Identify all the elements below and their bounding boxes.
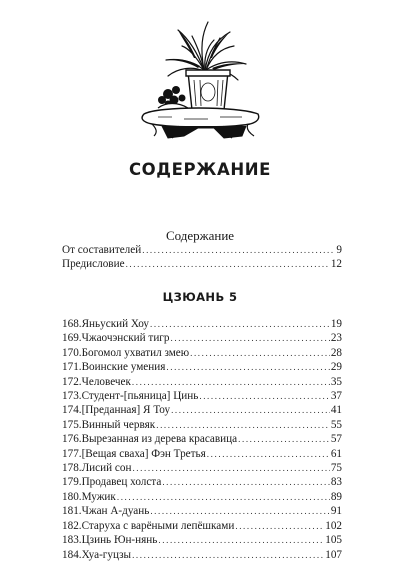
toc-entry-label: Человечек	[81, 375, 131, 388]
toc-entry-page: 37	[330, 390, 342, 403]
toc-entry[interactable]	[62, 504, 342, 518]
toc-entry-page: 12	[330, 258, 342, 271]
toc-entry-label: Яньуский Хоу	[81, 318, 150, 330]
toc-entry[interactable]	[62, 490, 342, 504]
toc-entry[interactable]	[62, 375, 342, 389]
toc-entry-page: 61	[330, 447, 342, 460]
page-title: СОДЕРЖАНИЕ	[128, 160, 272, 179]
toc-entry[interactable]	[62, 447, 342, 461]
leader-dots	[158, 533, 324, 547]
toc-entry[interactable]	[62, 548, 342, 562]
toc-entry-page: 57	[330, 433, 342, 446]
toc-entry-label: Лисий сон	[81, 462, 132, 475]
toc-entry[interactable]	[62, 346, 342, 360]
leader-dots	[156, 418, 330, 432]
toc-entry-number: 170.	[62, 346, 82, 359]
toc-entry-page: 9	[336, 244, 342, 256]
toc-entry-label: Богомол ухватил змею	[81, 346, 190, 359]
leader-dots	[132, 548, 324, 562]
toc-entry-label: От составителей	[62, 244, 142, 256]
toc-entry-page: 19	[330, 318, 342, 330]
leader-dots	[142, 243, 335, 257]
toc-entry[interactable]	[62, 519, 342, 533]
toc-entry-number: 184.	[62, 548, 82, 561]
toc-entry-number: 173.	[62, 390, 82, 403]
toc-entry[interactable]	[62, 360, 342, 374]
toc-entry-number: 178.	[62, 462, 82, 475]
toc-entry-label: Мужик	[81, 490, 116, 503]
leader-dots	[207, 447, 330, 461]
toc-entry-number: 168.	[62, 318, 82, 330]
toc-entry-page: 41	[330, 404, 342, 417]
toc-entry-page: 28	[330, 346, 342, 359]
toc-entry-page: 55	[330, 418, 342, 431]
toc-entry-page: 83	[330, 476, 342, 489]
toc-entry-page: 89	[330, 490, 342, 503]
toc-entry[interactable]	[62, 475, 342, 489]
leader-dots	[150, 504, 329, 518]
toc-entry-page: 107	[325, 548, 342, 561]
toc-entry-number: 181.	[62, 505, 82, 518]
leader-dots	[132, 375, 330, 389]
toc-entry-label: Вырезанная из дерева красавица	[81, 433, 238, 446]
leader-dots	[150, 317, 330, 331]
toc-entry-label: Продавец холста	[81, 476, 162, 489]
toc-entry[interactable]	[62, 243, 342, 257]
section-heading: ЦЗЮАНЬ 5	[162, 290, 238, 304]
toc-entry-number: 183.	[62, 534, 82, 547]
toc-entry-label: [Вещая сваха] Фэн Третья	[81, 447, 206, 460]
leader-dots	[190, 346, 330, 360]
toc-entry-label: Чжаочэнский тигр	[81, 332, 170, 345]
leader-dots	[235, 519, 324, 533]
toc-entry-label: Цзинь Юн-нянь	[81, 534, 158, 547]
toc-list	[62, 317, 342, 562]
toc-entry-label: Студент-[пьяница] Цинь	[81, 390, 199, 403]
toc-entry-label: Старуха с варёными лепёшками	[81, 519, 235, 532]
toc-entry-page: 75	[330, 462, 342, 475]
toc-entry[interactable]	[62, 257, 342, 271]
toc-entry-number: 169.	[62, 332, 82, 345]
toc-entry-label: [Преданная] Я Тоу	[81, 404, 171, 417]
front-matter-list	[62, 243, 342, 272]
toc-entry-number: 174.	[62, 404, 82, 417]
toc-entry-label: Предисловие	[62, 258, 125, 271]
toc-entry-number: 172.	[62, 375, 82, 388]
toc-entry-number: 176.	[62, 433, 82, 446]
leader-dots	[171, 331, 330, 345]
toc-entry-number: 175.	[62, 418, 82, 431]
toc-entry-page: 29	[330, 361, 342, 374]
potted-plant-illustration	[138, 18, 264, 140]
toc-entry-number: 177.	[62, 447, 82, 460]
toc-entry-page: 35	[330, 375, 342, 388]
toc-entry-label: Хуа-гуцзы	[81, 548, 132, 561]
leader-dots	[162, 475, 330, 489]
toc-entry-page: 23	[330, 332, 342, 345]
toc-entry[interactable]	[62, 418, 342, 432]
toc-entry[interactable]	[62, 389, 342, 403]
toc-entry[interactable]	[62, 432, 342, 446]
leader-dots	[126, 257, 330, 271]
leader-dots	[199, 389, 329, 403]
toc-entry[interactable]	[62, 317, 342, 331]
leader-dots	[238, 432, 330, 446]
leader-dots	[166, 360, 329, 374]
toc-entry-label: Чжан А-дуань	[81, 505, 150, 518]
toc-entry[interactable]	[62, 461, 342, 475]
toc-entry[interactable]	[62, 331, 342, 345]
toc-entry-page: 105	[325, 534, 342, 547]
leader-dots	[132, 461, 329, 475]
leader-dots	[117, 490, 330, 504]
toc-entry-label: Винный червяк	[81, 418, 156, 431]
toc-entry-label: Воинские умения	[81, 361, 166, 374]
toc-entry-page: 102	[325, 519, 342, 532]
toc-entry[interactable]	[62, 403, 342, 417]
toc-entry-number: 179.	[62, 476, 82, 489]
toc-entry-page: 91	[330, 505, 342, 518]
toc-entry-number: 182.	[62, 519, 82, 532]
contents-label: Содержание	[165, 228, 235, 243]
leader-dots	[171, 403, 330, 417]
toc-entry-number: 171.	[62, 361, 82, 374]
toc-entry-number: 180.	[62, 490, 82, 503]
toc-entry[interactable]	[62, 533, 342, 547]
